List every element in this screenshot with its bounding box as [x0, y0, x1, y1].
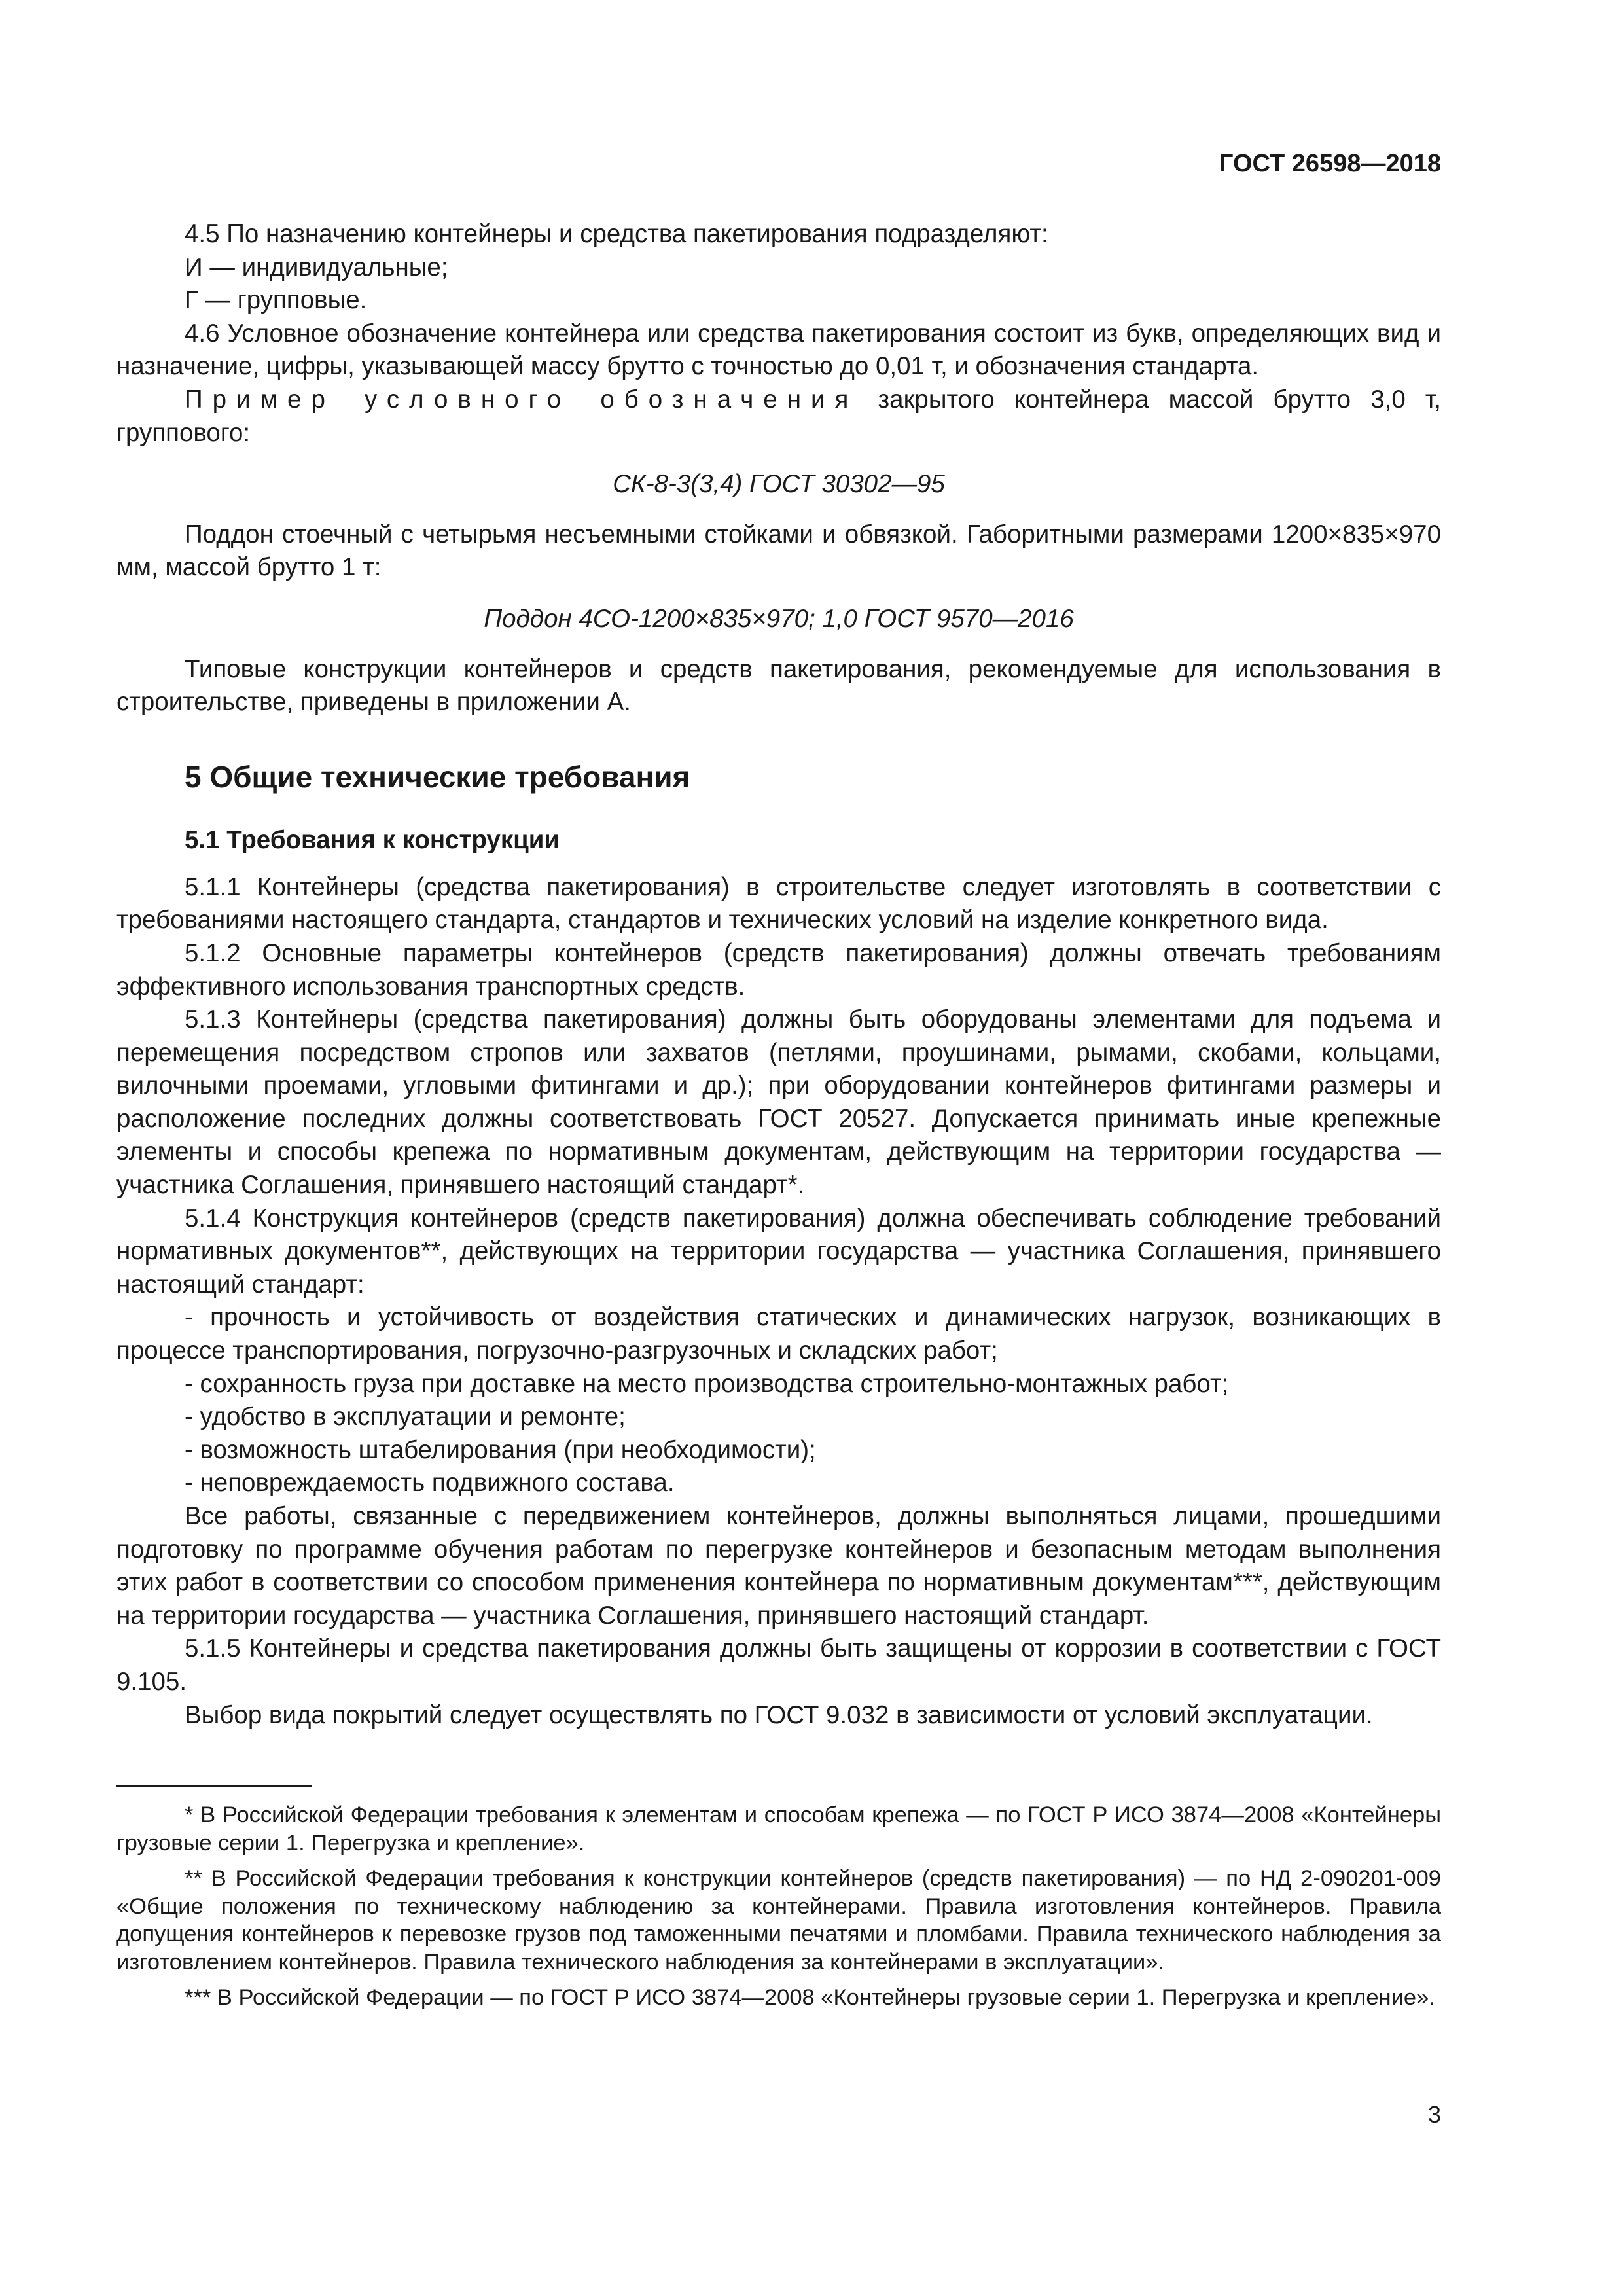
list-item: - удобство в эксплуатации и ремонте;: [185, 1403, 626, 1431]
paragraph-5-1-4: 5.1.4 Конструкция контейнеров (средств пакетирования) должна обеспечивать соблюдение требований нормативных документов**, действующих на территории государства — участника Соглашения, принявшего настоящий стандарт:: [116, 1204, 1441, 1299]
list-item-group: Г — групповые.: [185, 286, 367, 315]
footnote-divider: [116, 1785, 312, 1787]
coating-paragraph: Выбор вида покрытий следует осуществлять по ГОСТ 9.032 в зависимости от условий эксплуатации.: [185, 1700, 1373, 1729]
footnote-1: * В Российской Федерации требования к элементам и способам крепежа — по ГОСТ Р ИСО 3874—2008 «Контейнеры грузовые серии 1. Перегрузка и крепление».: [116, 1803, 1441, 1856]
list-item-individual: И — индивидуальные;: [185, 253, 448, 281]
paragraph-4-5: 4.5 По назначению контейнеры и средства пакетирования подразделяют:: [185, 220, 1048, 248]
list-item: - прочность и устойчивость от воздействия статических и динамических нагрузок, возникающих в процессе транспортирования, погрузочно-разгрузочных и складских работ;: [116, 1303, 1441, 1365]
paragraph-5-1-5: 5.1.5 Контейнеры и средства пакетирования должны быть защищены от коррозии в соответствии с ГОСТ 9.105.: [116, 1634, 1441, 1696]
document-body: [116, 218, 1441, 1732]
footnote-3: *** В Российской Федерации — по ГОСТ Р ИСО 3874—2008 «Контейнеры грузовые серии 1. Перегрузка и крепление».: [185, 1985, 1435, 2010]
example-text: закрытого контейнера массой брутто 3,0 т, группового:: [116, 385, 1441, 447]
footnote-2: ** В Российской Федерации требования к конструкции контейнеров (средств пакетирования) — по НД 2-090201-009 «Общие положения по техническому наблюдению за контейнерами. Правила изготовления контейнеров. Правила допущения контейнеров к перевозке грузов под таможенными печатями и пломбами. Правила технического наблюдения за изготовлением контейнеров. Правила технического наблюдения за контейнерами в эксплуатации».: [116, 1866, 1441, 1975]
paragraph-5-1-3: 5.1.3 Контейнеры (средства пакетирования) должны быть оборудованы элементами для подъема и перемещения посредством стропов или захватов (петлями, проушинами, рымами, скобами, кольцами, вилочными проемами, угловыми фитингами и др.); при оборудовании контейнеров фитингами размеры и расположение последних должны соответствовать ГОСТ 20527. Допускается принимать иные крепежные элементы и способы крепежа по нормативным документам, действующим на территории государства — участника Соглашения, принявшего настоящий стандарт*.: [116, 1005, 1441, 1200]
example-paragraph: [116, 384, 1441, 450]
subsection-5-1-title: 5.1 Требования к конструкции: [185, 825, 560, 854]
document-header: ГОСТ 26598—2018: [1219, 150, 1441, 177]
section-5-title: 5 Общие технические требования: [185, 759, 690, 794]
typical-constructions-paragraph: Типовые конструкции контейнеров и средств пакетирования, рекомендуемые для использования в строительстве, приведены в приложении А.: [116, 655, 1441, 717]
designation-formula-1: СК-8-3(3,4) ГОСТ 30302—95: [613, 470, 945, 499]
footnotes: [116, 1801, 1441, 2020]
paragraph-5-1-2: 5.1.2 Основные параметры контейнеров (средств пакетирования) должны отвечать требованиям эффективного использования транспортных средств.: [116, 939, 1441, 1001]
example-label: Пример условного обозначения: [185, 385, 859, 414]
designation-formula-2: Поддон 4СО-1200×835×970; 1,0 ГОСТ 9570—2016: [484, 604, 1074, 633]
all-works-paragraph: Все работы, связанные с передвижением контейнеров, должны выполняться лицами, прошедшими подготовку по программе обучения работам по перегрузке контейнеров и безопасным методам выполнения этих работ в соответствии со способом применения контейнера по нормативным документам***, действующим на территории государства — участника Соглашения, принявшего настоящий стандарт.: [116, 1502, 1441, 1630]
list-item: - возможность штабелирования (при необходимости);: [185, 1435, 816, 1464]
list-item: - сохранность груза при доставке на место производства строительно-монтажных работ;: [185, 1369, 1229, 1398]
list-item: - неповреждаемость подвижного состава.: [185, 1469, 675, 1498]
page-number: 3: [1427, 2101, 1441, 2128]
pallet-paragraph: Поддон стоечный с четырьмя несъемными стойками и обвязкой. Габоритными размерами 1200×835×970 мм, массой брутто 1 т:: [116, 520, 1441, 582]
paragraph-5-1-1: 5.1.1 Контейнеры (средства пакетирования) в строительстве следует изготовлять в соответствии с требованиями настоящего стандарта, стандартов и технических условий на изделие конкретного вида.: [116, 872, 1441, 935]
paragraph-4-6: 4.6 Условное обозначение контейнера или средства пакетирования состоит из букв, определяющих вид и назначение, цифры, указывающей массу брутто с точностью до 0,01 т, и обозначения стандарта.: [116, 319, 1441, 381]
